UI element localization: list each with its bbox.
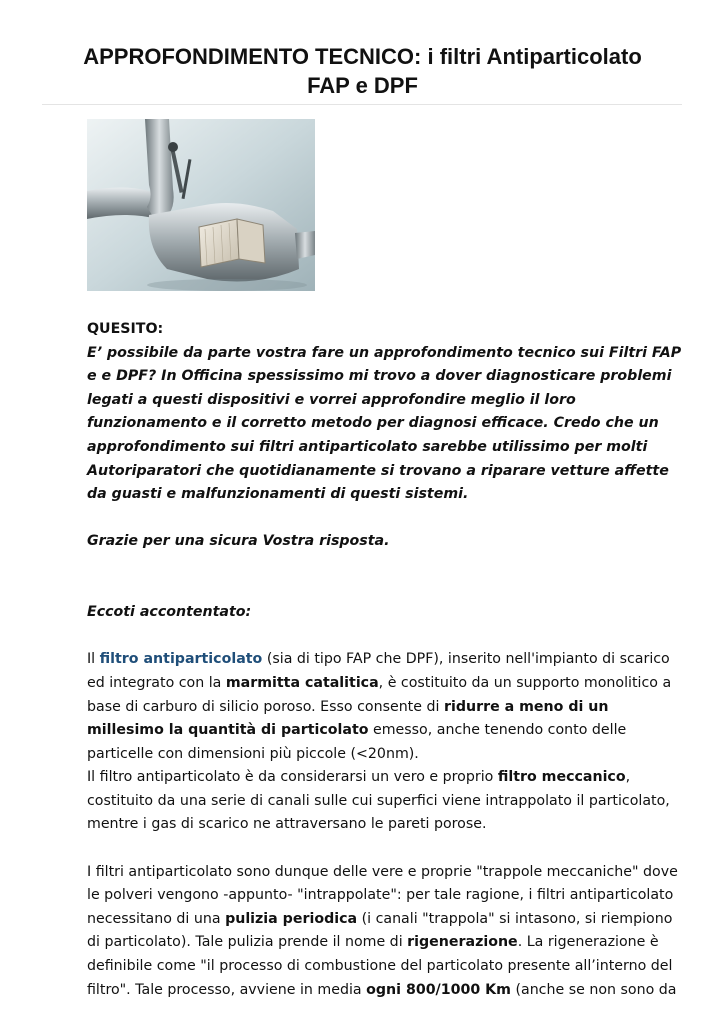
page-title	[40, 42, 685, 100]
filtro-antiparticolato-link[interactable]: filtro antiparticolato	[99, 651, 263, 668]
question-thanks: Grazie per una sicura Vostra risposta.	[87, 533, 390, 550]
article-body	[87, 318, 687, 1002]
question-text: E’ possibile da parte vostra fare un approfondimento tecnico sui Filtri FAP e e DPF? In Officina spessissimo mi trovo a dover diagnosticare problemi legati a questi dispositivi e vorrei approfondire meglio il loro funzionamento e il corretto metodo per diagnosi efficace. Credo che un approfondimento sui filtri antiparticolato sarebbe utilissimo per molti Autoriparatori che quotidianamente si trovano a riparare vetture affette da guasti e malfunzionamenti di questi sistemi.	[87, 344, 682, 503]
dpf-filter-photo	[87, 119, 315, 291]
title-divider	[42, 104, 682, 105]
question-label: QUESITO:	[87, 321, 164, 337]
answer-intro: Eccoti accontentato:	[87, 604, 252, 621]
answer-paragraph-1: Il filtro antiparticolato (sia di tipo FAP che DPF), inserito nell'impianto di scarico ed integrato con la marmitta catalitica, è costituito da un supporto monolitico a base di carburo di silicio poroso. Esso consente di ridurre a meno di un millesimo la quantità di particolato emesso, anche tenendo conto delle particelle con dimensioni più piccole (<20nm).	[87, 651, 672, 762]
answer-paragraph-3: I filtri antiparticolato sono dunque delle vere e proprie "trappole meccaniche" dove le polveri vengono -appunto- "intrappolate": per tale ragione, i filtri antiparticolato necessitano di una pulizia periodica (i canali "trappola" si intasono, si riempiono di particolato). Tale pulizia prende il nome di rigenerazione. La rigenerazione è definibile come "il processo di combustione del particolato presente all’interno del filtro". Tale processo, avviene in media ogni 800/1000 Km (anche se non sono da	[87, 863, 678, 998]
exhaust-pipe-illustration	[87, 119, 315, 291]
answer-paragraph-2: Il filtro antiparticolato è da considerarsi un vero e proprio filtro meccanico, costituito da una serie di canali sulle cui superfici viene intrappolato il particolato, mentre i gas di scarico ne attraversano le pareti porose.	[87, 769, 670, 833]
title-line-1: APPROFONDIMENTO TECNICO: i filtri Antiparticolato	[83, 44, 642, 69]
title-line-2: FAP e DPF	[307, 73, 418, 98]
